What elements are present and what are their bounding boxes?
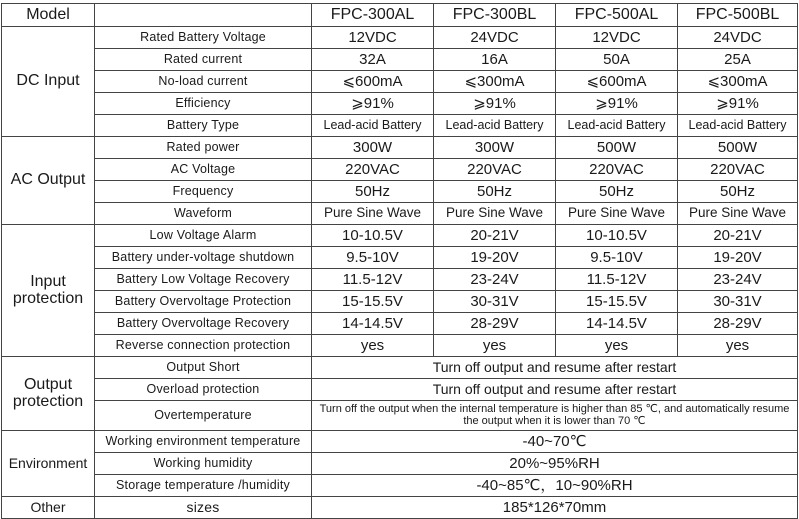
- spec-value: 9.5-10V: [556, 247, 678, 269]
- spec-value: 50Hz: [556, 181, 678, 203]
- model-name: FPC-500BL: [678, 4, 798, 27]
- spec-value: ⩾91%: [678, 93, 798, 115]
- spec-value: Turn off output and resume after restart: [312, 357, 798, 379]
- param-label: AC Voltage: [95, 159, 312, 181]
- spec-value: 28-29V: [678, 313, 798, 335]
- spec-value: 12VDC: [556, 27, 678, 49]
- spec-value: 11.5-12V: [312, 269, 434, 291]
- spec-value: -40~85℃，10~90%RH: [312, 475, 798, 497]
- group-output-protection: Output protection: [2, 357, 95, 431]
- spec-value: 10-10.5V: [312, 225, 434, 247]
- group-environment: Environment: [2, 431, 95, 497]
- spec-value: ⩽300mA: [678, 71, 798, 93]
- param-label: Battery Low Voltage Recovery: [95, 269, 312, 291]
- header-row: [2, 4, 798, 27]
- spec-value: 50Hz: [312, 181, 434, 203]
- spec-value: 185*126*70mm: [312, 497, 798, 519]
- param-label: Efficiency: [95, 93, 312, 115]
- spec-value: Lead-acid Battery: [556, 115, 678, 137]
- header-blank: [95, 4, 312, 27]
- spec-value: Lead-acid Battery: [312, 115, 434, 137]
- spec-value: Turn off the output when the internal temperature is higher than 85 ℃, and automatically resume the output when it is lower than 70 ℃: [312, 401, 798, 431]
- param-label: Battery Type: [95, 115, 312, 137]
- spec-value: 50Hz: [434, 181, 556, 203]
- spec-value: 32A: [312, 49, 434, 71]
- group-ac-output: AC Output: [2, 137, 95, 225]
- spec-table: [1, 3, 798, 519]
- table-row: [2, 225, 798, 247]
- spec-value: 15-15.5V: [312, 291, 434, 313]
- param-label: Storage temperature /humidity: [95, 475, 312, 497]
- spec-value: 14-14.5V: [312, 313, 434, 335]
- param-label: Overload protection: [95, 379, 312, 401]
- table-row: [2, 49, 798, 71]
- spec-value: 500W: [678, 137, 798, 159]
- spec-value: yes: [678, 335, 798, 357]
- spec-value: 220VAC: [312, 159, 434, 181]
- spec-value: 23-24V: [678, 269, 798, 291]
- spec-value: Pure Sine Wave: [434, 203, 556, 225]
- param-label: sizes: [95, 497, 312, 519]
- spec-value: 19-20V: [678, 247, 798, 269]
- spec-value: 20-21V: [678, 225, 798, 247]
- table-row: [2, 335, 798, 357]
- spec-value: yes: [312, 335, 434, 357]
- group-input-protection: Input protection: [2, 225, 95, 357]
- param-label: Waveform: [95, 203, 312, 225]
- spec-value: 12VDC: [312, 27, 434, 49]
- table-row: [2, 379, 798, 401]
- spec-value: 500W: [556, 137, 678, 159]
- table-row: [2, 313, 798, 335]
- spec-value: ⩾91%: [312, 93, 434, 115]
- param-label: Low Voltage Alarm: [95, 225, 312, 247]
- spec-value: 220VAC: [434, 159, 556, 181]
- spec-value: 23-24V: [434, 269, 556, 291]
- param-label: Battery Overvoltage Protection: [95, 291, 312, 313]
- param-label: Output Short: [95, 357, 312, 379]
- spec-value: 220VAC: [678, 159, 798, 181]
- spec-value: Pure Sine Wave: [312, 203, 434, 225]
- table-row: [2, 431, 798, 453]
- table-row: [2, 269, 798, 291]
- spec-value: 30-31V: [434, 291, 556, 313]
- spec-value: Lead-acid Battery: [678, 115, 798, 137]
- spec-value: ⩽300mA: [434, 71, 556, 93]
- param-label: Working humidity: [95, 453, 312, 475]
- table-row: [2, 71, 798, 93]
- spec-value: Lead-acid Battery: [434, 115, 556, 137]
- spec-value: ⩾91%: [556, 93, 678, 115]
- param-label: Rated Battery Voltage: [95, 27, 312, 49]
- table-row: [2, 357, 798, 379]
- param-label: Rated current: [95, 49, 312, 71]
- table-row: [2, 203, 798, 225]
- table-row: [2, 291, 798, 313]
- param-label: Frequency: [95, 181, 312, 203]
- param-label: Overtemperature: [95, 401, 312, 431]
- spec-value: 16A: [434, 49, 556, 71]
- model-name: FPC-300AL: [312, 4, 434, 27]
- table-row: [2, 497, 798, 519]
- group-dc-input: DC Input: [2, 27, 95, 137]
- spec-value: 14-14.5V: [556, 313, 678, 335]
- spec-value: Pure Sine Wave: [678, 203, 798, 225]
- spec-value: 24VDC: [434, 27, 556, 49]
- spec-value: 19-20V: [434, 247, 556, 269]
- spec-value: 300W: [312, 137, 434, 159]
- param-label: Battery under-voltage shutdown: [95, 247, 312, 269]
- spec-value: 20%~95%RH: [312, 453, 798, 475]
- spec-value: ⩽600mA: [556, 71, 678, 93]
- model-name: FPC-500AL: [556, 4, 678, 27]
- table-row: [2, 27, 798, 49]
- param-label: Battery Overvoltage Recovery: [95, 313, 312, 335]
- table-row: [2, 115, 798, 137]
- spec-value: 10-10.5V: [556, 225, 678, 247]
- spec-value: yes: [434, 335, 556, 357]
- spec-value: 25A: [678, 49, 798, 71]
- param-label: Rated power: [95, 137, 312, 159]
- table-row: [2, 247, 798, 269]
- spec-value: 9.5-10V: [312, 247, 434, 269]
- spec-value: ⩾91%: [434, 93, 556, 115]
- param-label: No-load current: [95, 71, 312, 93]
- spec-value: 24VDC: [678, 27, 798, 49]
- spec-value: 15-15.5V: [556, 291, 678, 313]
- table-row: [2, 181, 798, 203]
- param-label: Working environment temperature: [95, 431, 312, 453]
- spec-value: 220VAC: [556, 159, 678, 181]
- spec-value: 300W: [434, 137, 556, 159]
- group-other: Other: [2, 497, 95, 519]
- spec-value: yes: [556, 335, 678, 357]
- spec-value: 11.5-12V: [556, 269, 678, 291]
- spec-value: -40~70℃: [312, 431, 798, 453]
- spec-value: Turn off output and resume after restart: [312, 379, 798, 401]
- table-row: [2, 401, 798, 431]
- spec-value: ⩽600mA: [312, 71, 434, 93]
- param-label: Reverse connection protection: [95, 335, 312, 357]
- table-row: [2, 453, 798, 475]
- model-label: Model: [2, 4, 95, 27]
- table-row: [2, 137, 798, 159]
- spec-value: 50Hz: [678, 181, 798, 203]
- spec-value: 20-21V: [434, 225, 556, 247]
- table-row: [2, 93, 798, 115]
- spec-value: 28-29V: [434, 313, 556, 335]
- table-row: [2, 475, 798, 497]
- table-row: [2, 159, 798, 181]
- spec-value: 30-31V: [678, 291, 798, 313]
- model-name: FPC-300BL: [434, 4, 556, 27]
- spec-value: Pure Sine Wave: [556, 203, 678, 225]
- spec-value: 50A: [556, 49, 678, 71]
